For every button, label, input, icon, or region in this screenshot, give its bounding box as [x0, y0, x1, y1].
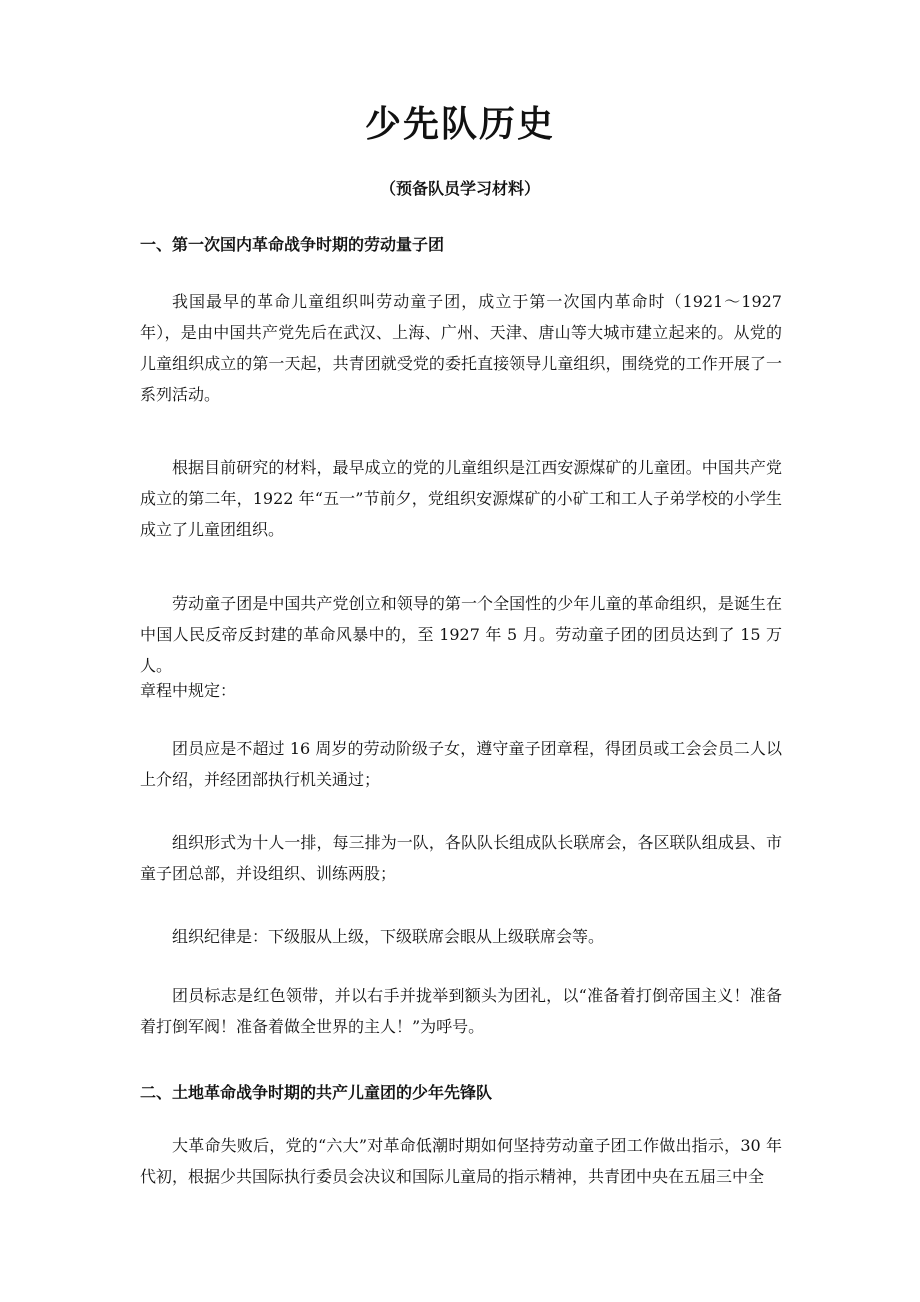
paragraph: 团员应是不超过 16 周岁的劳动阶级子女，遵守童子团章程，得团员或工会会员二人以上介绍，并经团部执行机关通过；: [140, 739, 782, 789]
paragraph: 组织形式为十人一排，每三排为一队，各队队长组成队长联席会，各区联队组成县、市童子团总部，并设组织、训练两股；: [140, 833, 782, 883]
paragraph: 章程中规定：: [140, 681, 237, 700]
paragraph: 我国最早的革命儿童组织叫劳动童子团，成立于第一次国内革命时（1921～1927 年），是由中国共产党先后在武汉、上海、广州、天津、唐山等大城市建立起来的。从党的儿童组织成立的第一天起，共青团就受党的委托直接领导儿童组织，围绕党的工作开展了一系列活动。: [140, 292, 782, 404]
paragraph: 大革命失败后，党的“六大”对革命低潮时期如何坚持劳动童子团工作做出指示，30 年代初，根据少共国际执行委员会决议和国际儿童局的指示精神，共青团中央在五届三中全: [140, 1136, 782, 1186]
document-title: 少先队历史: [364, 104, 555, 145]
paragraph: 劳动童子团是中国共产党创立和领导的第一个全国性的少年儿童的革命组织，是诞生在中国人民反帝反封建的革命风暴中的，至 1927 年 5 月。劳动童子团的团员达到了 15 万人。: [140, 594, 782, 675]
paragraph: 组织纪律是：下级服从上级，下级联席会眼从上级联席会等。: [172, 927, 605, 946]
document-subtitle: （预备队员学习材料）: [379, 179, 540, 198]
section-heading-1: 一、第一次国内革命战争时期的劳动量子团: [140, 235, 445, 254]
paragraph: 团员标志是红色领带，并以右手并拢举到额头为团礼，以“准备着打倒帝国主义！准备着打倒军阀！准备着做全世界的主人！”为呼号。: [140, 986, 782, 1036]
paragraph: 根据目前研究的材料，最早成立的党的儿童组织是江西安源煤矿的儿童团。中国共产党成立的第二年，1922 年“五一”节前夕，党组织安源煤矿的小矿工和工人子弟学校的小学生成立了儿童团组织。: [140, 458, 782, 539]
section-heading-2: 二、土地革命战争时期的共产儿童团的少年先锋队: [140, 1083, 493, 1102]
